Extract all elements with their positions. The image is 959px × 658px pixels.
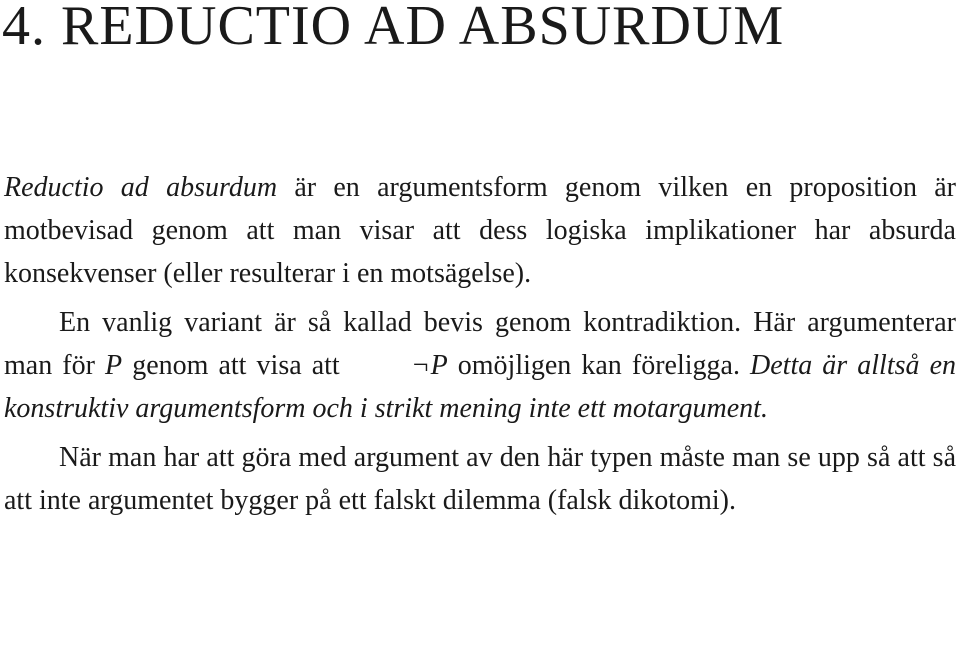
paragraph-dilemma (4, 436, 956, 522)
section-heading (2, 0, 785, 57)
paragraph-contradiction-part2: genom att visa att (122, 350, 350, 381)
section-number: 4. (2, 0, 46, 57)
paragraph-contradiction-part1: En vanlig variant är så kallad bevis genom kontradiktion. Här argumenterar man för (4, 307, 956, 381)
negation-symbol: ¬ (412, 350, 429, 381)
variable-p: P (105, 350, 123, 381)
section-title: REDUCTIO AD ABSURDUM (61, 0, 785, 57)
paragraph-contradiction-part3: omöjligen kan föreligga. (447, 350, 751, 381)
paragraph-contradiction (4, 301, 956, 430)
italic-note: Detta är alltså en konstruktiv argumentsform och i strikt mening inte ett motargument. (4, 350, 956, 424)
paragraph-definition (4, 166, 956, 295)
variable-p-negated: P (430, 350, 448, 381)
paragraph-dilemma-text: När man har att göra med argument av den här typen måste man se upp så att så att inte argumentet bygger på ett falskt dilemma (falsk dikotomi). (4, 442, 956, 516)
paragraph-definition-text: är en argumentsform genom vilken en proposition är motbevisad genom att man visar att dess logiska implikationer har absurda konsekvenser (eller resulterar i en motsägelse). (4, 172, 956, 289)
body-text (4, 166, 956, 522)
term-reductio: Reductio ad absurdum (4, 172, 278, 203)
